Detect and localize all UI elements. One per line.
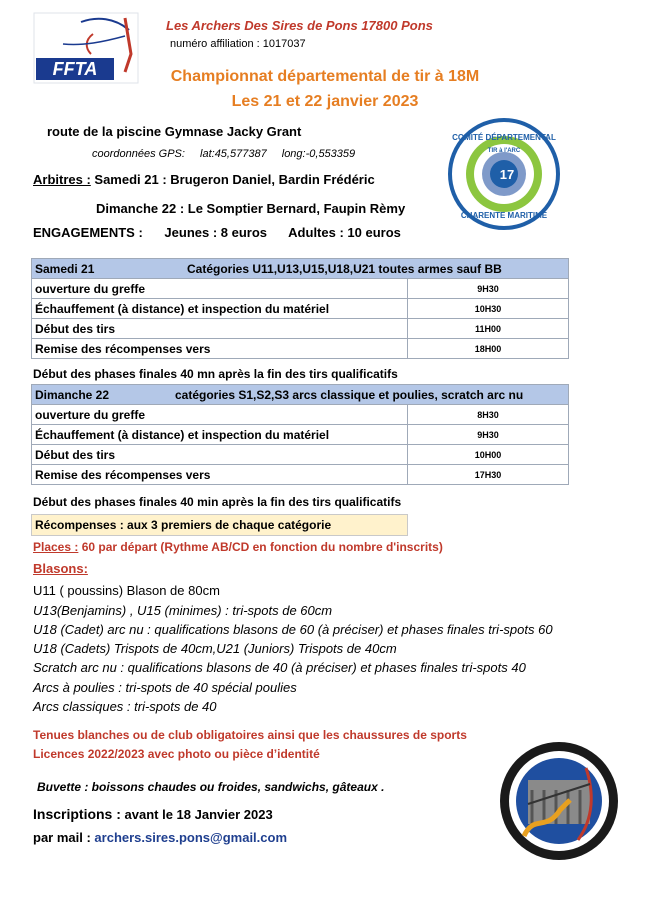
championship-title: Championnat départemental de tir à 18M	[170, 68, 480, 85]
row-time: 11H00	[408, 319, 569, 339]
blasons-title: Blasons:	[33, 561, 88, 576]
affiliation-number: numéro affiliation : 1017037	[170, 38, 306, 50]
table-row	[32, 405, 569, 425]
blason-item: Scratch arc nu : qualifications blasons de 40 (à préciser) et phases finales tri-spots 40	[33, 660, 526, 675]
engagements	[33, 225, 419, 240]
saturday-header-cell	[32, 259, 569, 279]
arbitres-sunday: Dimanche 22 : Le Somptier Bernard, Faupin Rèmy	[96, 201, 406, 216]
places-text: 60 par départ (Rythme AB/CD en fonction du nombre d'inscrits)	[78, 540, 443, 554]
blason-item: U13(Benjamins) , U15 (minimes) : tri-spots de 60cm	[33, 603, 333, 618]
saturday-day: Samedi 21	[35, 261, 95, 276]
row-label: Échauffement (à distance) et inspection du matériel	[32, 299, 408, 319]
inscriptions-text: avant le 18 Janvier 2023	[120, 807, 273, 822]
buvette-note: Buvette : boissons chaudes ou froides, sandwichs, gâteaux .	[37, 780, 385, 794]
arbitres-saturday	[33, 172, 375, 187]
row-label: Remise des récompenses vers	[32, 465, 408, 485]
inscriptions-info	[33, 806, 273, 822]
table-row	[32, 465, 569, 485]
row-time: 10H30	[408, 299, 569, 319]
engagements-label: ENGAGEMENTS :	[33, 225, 143, 240]
club-logo	[498, 740, 620, 862]
row-time: 8H30	[408, 405, 569, 425]
saturday-schedule-table	[31, 258, 569, 359]
mail-address-link[interactable]: archers.sires.pons@gmail.com	[94, 830, 288, 845]
blason-item: U18 (Cadet) arc nu : qualifications blasons de 60 (à préciser) et phases finales tri-spots 60	[33, 622, 553, 637]
table-row	[32, 445, 569, 465]
saturday-finals-note: Début des phases finales 40 mn après la fin des tirs qualificatifs	[33, 367, 398, 381]
gps-label: coordonnées GPS:	[92, 148, 185, 160]
tenues-note: Tenues blanches ou de club obligatoires ainsi que les chaussures de sports	[33, 728, 467, 742]
mail-label: par mail :	[33, 830, 95, 845]
table-header-row	[32, 259, 569, 279]
row-time: 10H00	[408, 445, 569, 465]
row-label: Remise des récompenses vers	[32, 339, 408, 359]
row-time: 9H30	[408, 279, 569, 299]
sunday-categories: catégories S1,S2,S3 arcs classique et poulies, scratch arc nu	[175, 387, 524, 402]
inscriptions-label: Inscriptions :	[33, 806, 121, 822]
comite-departemental-logo	[447, 118, 561, 230]
sunday-day: Dimanche 22	[35, 387, 110, 402]
row-time: 9H30	[408, 425, 569, 445]
table-row	[32, 279, 569, 299]
sunday-schedule-table	[31, 384, 569, 485]
gps-latitude: lat:45,577387	[200, 148, 267, 160]
row-label: ouverture du greffe	[32, 405, 408, 425]
row-label: Échauffement (à distance) et inspection du matériel	[32, 425, 408, 445]
saturday-categories: Catégories U11,U13,U15,U18,U21 toutes armes sauf BB	[187, 261, 502, 276]
blason-item: U18 (Cadets) Trispots de 40cm,U21 (Juniors) Trispots de 40cm	[33, 641, 397, 656]
cd17-logo-number: 17	[499, 167, 515, 182]
sunday-finals-note: Début des phases finales 40 min après la fin des tirs qualificatifs	[33, 495, 402, 509]
gps-coordinates	[92, 148, 367, 160]
cd17-logo-arc-text: TIR à l'ARC	[487, 148, 521, 154]
table-row	[32, 425, 569, 445]
table-row	[32, 299, 569, 319]
places-label: Places :	[33, 540, 79, 554]
venue-address: route de la piscine Gymnase Jacky Grant	[47, 124, 302, 139]
licences-note: Licences 2022/2023 avec photo ou pièce d’identité	[33, 747, 320, 761]
engagements-jeunes: Jeunes : 8 euros	[164, 225, 268, 240]
places-info	[33, 540, 443, 554]
engagements-adultes: Adultes : 10 euros	[288, 225, 401, 240]
row-label: Début des tirs	[32, 445, 408, 465]
table-header-row	[32, 385, 569, 405]
club-name: Les Archers Des Sires de Pons 17800 Pons	[166, 18, 433, 33]
cd17-logo-bottom-text: CHARENTE MARITIME	[460, 211, 548, 220]
mail-info	[33, 830, 287, 845]
table-row	[32, 319, 569, 339]
recompenses-note: Récompenses : aux 3 premiers de chaque catégorie	[31, 514, 408, 536]
row-label: Début des tirs	[32, 319, 408, 339]
table-row	[32, 339, 569, 359]
cd17-logo-top-text: COMITÉ DÉPARTEMENTAL	[452, 133, 556, 142]
gps-longitude: long:-0,553359	[281, 148, 356, 160]
ffta-logo-text: FFTA	[52, 59, 98, 79]
blason-item: Arcs à poulies : tri-spots de 40 spécial poulies	[33, 680, 297, 695]
row-time: 18H00	[408, 339, 569, 359]
arbitres-saturday-text: Samedi 21 : Brugeron Daniel, Bardin Frédéric	[90, 172, 375, 187]
arbitres-label: Arbitres :	[33, 172, 91, 187]
blason-item: U11 ( poussins) Blason de 80cm	[33, 583, 220, 598]
championship-dates: Les 21 et 22 janvier 2023	[231, 93, 419, 110]
sunday-header-cell	[32, 385, 569, 405]
row-time: 17H30	[408, 465, 569, 485]
blason-item: Arcs classiques : tri-spots de 40	[33, 699, 217, 714]
row-label: ouverture du greffe	[32, 279, 408, 299]
